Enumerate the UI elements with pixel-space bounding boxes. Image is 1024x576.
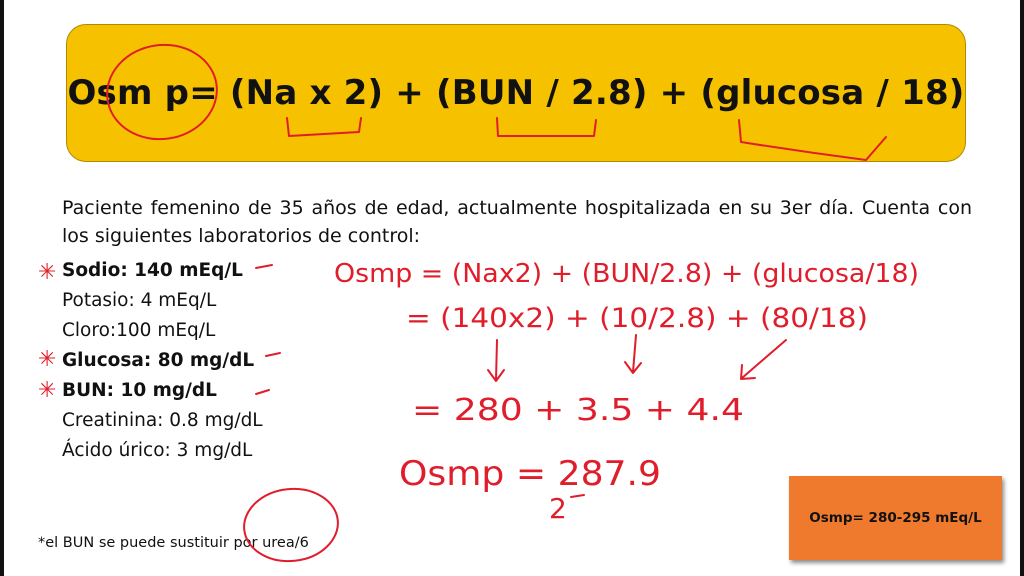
handwritten-line-5: 2 (549, 492, 567, 525)
lab-list (62, 257, 263, 467)
lab-cloro: Cloro:100 mEq/L (62, 320, 216, 341)
handwritten-line-2: = (140x2) + (10/2.8) + (80/18) (406, 303, 868, 334)
formula-box (66, 24, 966, 162)
lab-acido-urico: Ácido úrico: 3 mg/dL (62, 440, 253, 461)
arrow-sodio-arrow (488, 340, 504, 381)
case-intro: Paciente femenino de 35 años de edad, actualmente hospitalizada en su 3er día. Cuenta con los siguientes laboratorios de control: (62, 197, 972, 247)
tick-glucosa-mark (266, 353, 280, 356)
reference-range-box (789, 476, 1002, 560)
asterisk-bun-mark: ✳ (38, 378, 57, 403)
formula-text: Osm p= (Na x 2) + (BUN / 2.8) + (glucosa / 18) (67, 73, 965, 113)
asterisk-glucosa-mark: ✳ (38, 347, 57, 372)
handwritten-line-4: Osmp = 287.9 (399, 454, 661, 494)
lab-potasio: Potasio: 4 mEq/L (62, 290, 217, 311)
reference-range-text: Osmp= 280-295 mEq/L (809, 510, 982, 526)
handwritten-line-1: Osmp = (Nax2) + (BUN/2.8) + (glucosa/18) (334, 259, 919, 289)
dash-after-2-mark (571, 495, 584, 497)
handwritten-line-3: = 280 + 3.5 + 4.4 (412, 393, 744, 428)
lab-bun: BUN: 10 mg/dL (62, 380, 217, 401)
lab-glucosa: Glucosa: 80 mg/dL (62, 350, 255, 371)
arrow-glucosa-arrow (741, 340, 786, 379)
lab-creatinina: Creatinina: 0.8 mg/dL (62, 410, 263, 431)
footnote: *el BUN se puede sustituir por urea/6 (38, 535, 309, 551)
arrow-bun-arrow (625, 335, 641, 373)
lab-sodio: Sodio: 140 mEq/L (62, 260, 243, 281)
asterisk-sodio-mark: ✳ (38, 260, 57, 285)
circle-por-annotation (240, 484, 341, 565)
